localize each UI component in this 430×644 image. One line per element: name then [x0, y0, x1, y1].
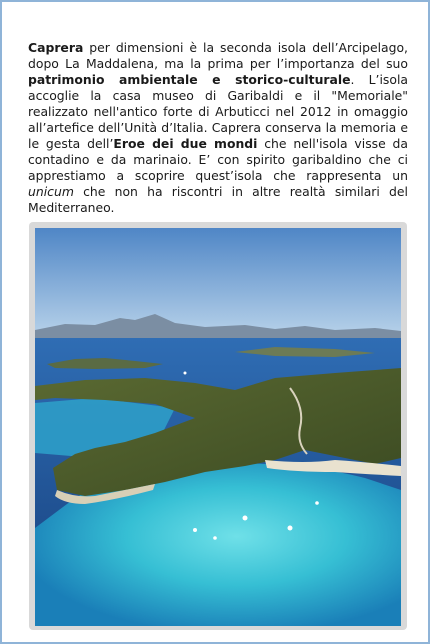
boat [315, 501, 319, 505]
text-segment: . L’isola accoglie la casa museo di Garibaldi e il "Memoriale" realizzato nell'antico forte di Arbuticci nel 2012 in omaggio all’artefice dell’Unità d’Italia. Caprera conserva la memoria e le gesta dell’ [28, 72, 409, 152]
text-segment: che nell'isola visse da contadino e da marinaio. E’ con spirito garibaldino che ci apprestiamo a scoprire quest’isola che rappresenta un [28, 136, 408, 184]
boat [288, 526, 293, 531]
text-segment: che non ha riscontri in altre realtà similari del Mediterraneo. [28, 184, 408, 216]
photo-frame [29, 222, 407, 630]
text-segment: per dimensioni è la seconda isola dell’Arcipelago, dopo La Maddalena, ma la prima per l’importanza del suo [28, 40, 408, 72]
heritage-phrase: patrimonio ambientale e storico-culturale [28, 72, 351, 88]
unicum-word: unicum [28, 184, 74, 200]
hero-phrase: Eroe dei due mondi [113, 136, 258, 152]
aerial-photo-image [35, 228, 401, 626]
sky [35, 228, 401, 338]
boat [243, 516, 248, 521]
boat [184, 372, 187, 375]
boat [213, 536, 217, 540]
aerial-photo [35, 228, 401, 626]
intro-paragraph [28, 40, 408, 216]
boat [193, 528, 197, 532]
island-name: Caprera [28, 40, 84, 56]
